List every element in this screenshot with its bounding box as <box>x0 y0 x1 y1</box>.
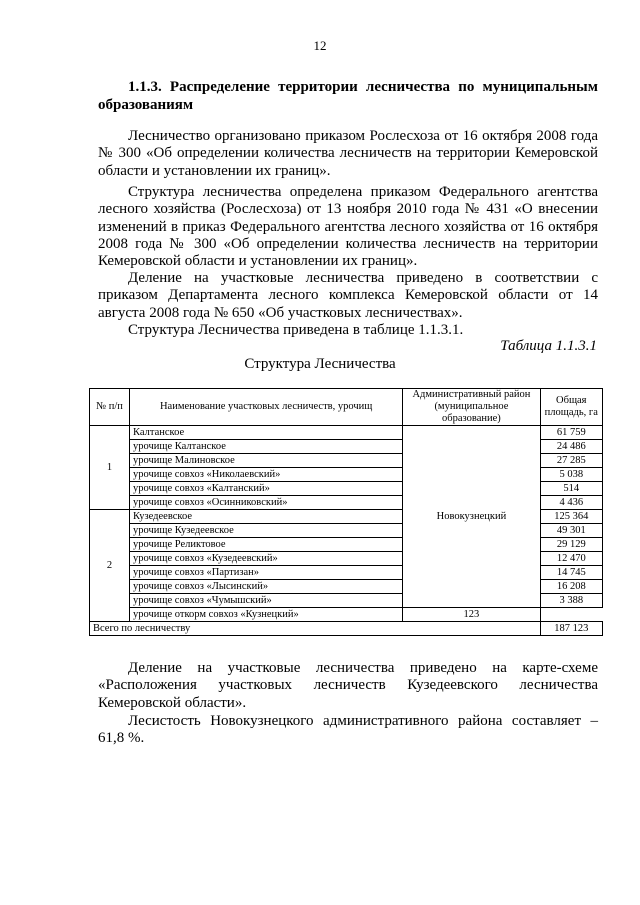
row-area: 49 301 <box>540 524 602 538</box>
row-name: урочище совхоз «Чумышский» <box>130 594 403 608</box>
group2-num: 2 <box>90 510 130 622</box>
row-area: 12 470 <box>540 552 602 566</box>
row-area: 514 <box>540 482 602 496</box>
paragraph-6: Лесистость Новокузнецкого административного района составляет – 61,8 %. <box>98 713 598 747</box>
paragraph-2: Структура лесничества определена приказом Федерального агентства лесного хозяйства (Рослесхоза) от 13 ноября 2010 года № 431 «О внесении изменений в приказ Федерального агентства лесного хозяйства от 16 октября 2008 года № 300 «Об определении количества лесничеств на территории Кемеровской области и установлении их границ». <box>98 184 598 270</box>
row-area: 24 486 <box>540 440 602 454</box>
row-area: 29 129 <box>540 538 602 552</box>
page-number: 12 <box>313 38 327 53</box>
row-area: 123 <box>403 608 540 622</box>
header-name: Наименование участковых лесничеств, урочищ <box>130 389 403 426</box>
total-label: Всего по лесничеству <box>90 622 541 636</box>
row-name: урочище Малиновское <box>130 454 403 468</box>
group1-num: 1 <box>90 426 130 510</box>
row-area: 4 436 <box>540 496 602 510</box>
group2-name: Кузедеевское <box>130 510 403 524</box>
row-name: урочище совхоз «Осинниковский» <box>130 496 403 510</box>
row-area: 27 285 <box>540 454 602 468</box>
table-row <box>90 426 603 440</box>
paragraph-1: Лесничество организовано приказом Рослесхоза от 16 октября 2008 года № 300 «Об определении количества лесничеств на территории Кемеровской области и установлении их границ». <box>98 128 598 179</box>
group2-area: 125 364 <box>540 510 602 524</box>
row-name: урочище совхоз «Лысинский» <box>130 580 403 594</box>
row-area: 16 208 <box>540 580 602 594</box>
row-name: урочище совхоз «Николаевский» <box>130 468 403 482</box>
row-name: урочище совхоз «Кузедеевский» <box>130 552 403 566</box>
group1-name: Калтанское <box>130 426 403 440</box>
district-cell: Новокузнецкий <box>403 426 540 608</box>
header-num: № п/п <box>90 389 130 426</box>
row-name: урочище совхоз «Партизан» <box>130 566 403 580</box>
table-row <box>90 608 603 622</box>
row-name: урочище совхоз «Калтанский» <box>130 482 403 496</box>
row-name: урочище Реликтовое <box>130 538 403 552</box>
group1-area: 61 759 <box>540 426 602 440</box>
header-district: Административный район (муниципальное образование) <box>403 389 540 426</box>
row-name: урочище Калтанское <box>130 440 403 454</box>
paragraph-4: Структура Лесничества приведена в таблице 1.1.3.1. <box>128 322 464 338</box>
row-name: урочище Кузедеевское <box>130 524 403 538</box>
section-heading: 1.1.3. Распределение территории лесничества по муниципальным образованиям <box>98 79 598 113</box>
table-title: Структура Лесничества <box>244 356 396 372</box>
header-area: Общая площадь, га <box>540 389 602 426</box>
paragraph-3: Деление на участковые лесничества приведено в соответствии с приказом Департамента лесного комплекса Кемеровской области от 14 августа 2008 года № 650 «Об участковых лесничествах». <box>98 270 598 321</box>
total-area: 187 123 <box>540 622 602 636</box>
table-header-row <box>90 389 603 426</box>
table-total-row <box>90 622 603 636</box>
row-name: урочище откорм совхоз «Кузнецкий» <box>130 608 403 622</box>
row-area: 3 388 <box>540 594 602 608</box>
row-area: 5 038 <box>540 468 602 482</box>
row-area: 14 745 <box>540 566 602 580</box>
paragraph-5: Деление на участковые лесничества приведено на карте-схеме «Расположения участковых лесничеств Кузедеевского лесничества Кемеровской области». <box>98 660 598 711</box>
table-reference: Таблица 1.1.3.1 <box>500 338 597 354</box>
forestry-structure-table <box>89 388 603 636</box>
